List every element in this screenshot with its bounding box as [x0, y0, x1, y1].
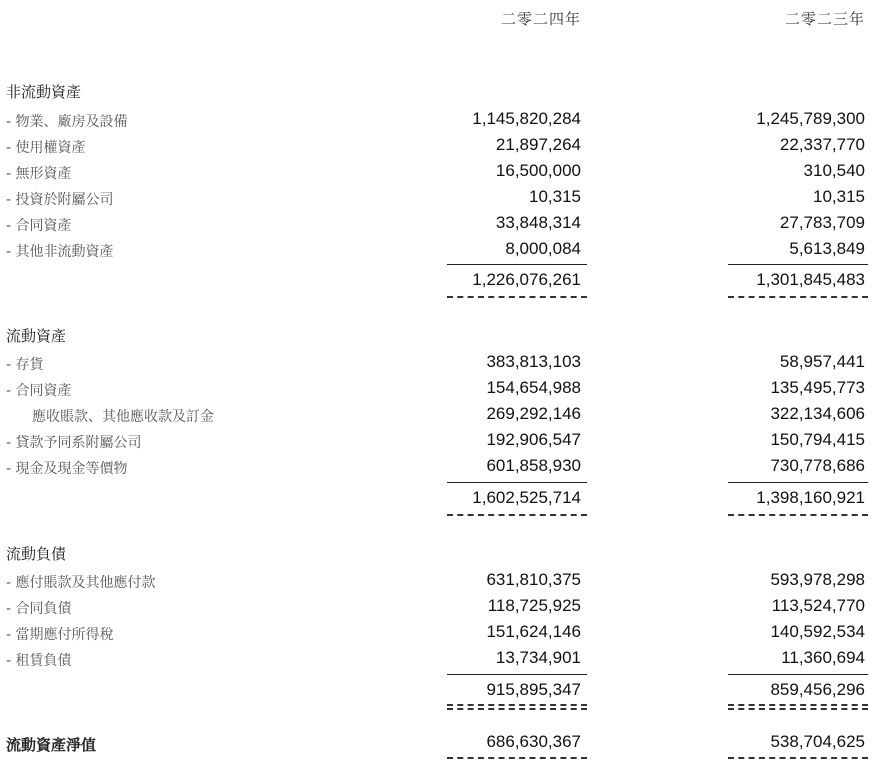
value-2023: 1,245,789,300 [756, 109, 865, 128]
subtotal-rule [447, 264, 587, 265]
table-row [0, 213, 875, 239]
table-row [0, 570, 875, 596]
total-dashed-rule [447, 296, 587, 298]
value-2024: 21,897,264 [495, 135, 581, 154]
table-row [0, 430, 875, 456]
value-2024: 33,848,314 [495, 213, 581, 232]
value-2024: 10,315 [529, 187, 581, 206]
value-2023: 5,613,849 [789, 239, 865, 258]
value-2023: 730,778,686 [770, 456, 865, 475]
value-2023: 22,337,770 [779, 135, 865, 154]
value-2024: 154,654,988 [486, 378, 581, 397]
section-current-assets: 流動資產 [6, 327, 67, 345]
subtotal-2024: 1,602,525,714 [472, 488, 581, 507]
value-2024: 192,906,547 [486, 430, 581, 449]
table-row [0, 239, 875, 265]
value-2024: 16,500,000 [495, 161, 581, 180]
total-dashed-rule [728, 704, 868, 706]
row-label: - 合同資產 [6, 383, 72, 399]
table-row [0, 648, 875, 674]
subtotal-2023: 1,398,160,921 [756, 488, 865, 507]
subtotal-2023: 1,301,845,483 [756, 270, 865, 289]
row-label: - 其他非流動資產 [6, 244, 114, 260]
value-2024: 269,292,146 [486, 404, 581, 423]
value-2023: 11,360,694 [781, 648, 865, 667]
subtotal-rule [728, 264, 868, 265]
value-2023: 27,783,709 [779, 213, 865, 232]
table-row [0, 352, 875, 378]
table-row [0, 622, 875, 648]
net-total-row [0, 732, 875, 758]
table-row [0, 161, 875, 187]
row-label: - 租賃負債 [6, 653, 72, 669]
table-row [0, 187, 875, 213]
value-2023: 58,957,441 [779, 352, 865, 371]
value-2024: 151,624,146 [486, 622, 581, 641]
section-noncurrent-assets: 非流動資產 [6, 83, 82, 101]
subtotal-rule [728, 482, 868, 483]
row-label: - 應付賬款及其他應付款 [6, 575, 156, 591]
subtotal-row [0, 270, 875, 296]
table-row [0, 109, 875, 135]
row-label: - 使用權資產 [6, 140, 86, 156]
total-dashed-rule [447, 757, 587, 759]
subtotal-2024: 1,226,076,261 [472, 270, 581, 289]
year-header-2023: 二零二三年 [784, 10, 865, 28]
subtotal-row [0, 680, 875, 706]
row-label: - 投資於附屬公司 [6, 192, 114, 208]
value-2023: 322,134,606 [770, 404, 865, 423]
value-2024: 601,858,930 [486, 456, 581, 475]
row-label: - 現金及現金等價物 [6, 461, 128, 477]
year-header-2024: 二零二四年 [500, 10, 581, 28]
section-net-current-assets: 流動資產淨值 [6, 736, 97, 754]
value-2024: 8,000,084 [505, 239, 581, 258]
subtotal-2024: 915,895,347 [486, 680, 581, 699]
value-2023: 593,978,298 [770, 570, 865, 589]
subtotal-rule [447, 482, 587, 483]
table-row [0, 404, 875, 430]
total-dashed-rule [728, 514, 868, 516]
subtotal-2023: 859,456,296 [770, 680, 865, 699]
table-row [0, 596, 875, 622]
subtotal-row [0, 488, 875, 514]
value-2023: 10,315 [813, 187, 865, 206]
row-label: - 存貨 [6, 357, 44, 373]
total-dashed-rule [447, 708, 587, 710]
value-2023: 310,540 [803, 161, 865, 180]
table-row [0, 135, 875, 161]
row-label: - 貸款予同系附屬公司 [6, 435, 142, 451]
net-total-2024: 686,630,367 [486, 732, 581, 751]
value-2023: 135,495,773 [770, 378, 865, 397]
section-current-liabilities: 流動負債 [6, 545, 67, 563]
total-dashed-rule [447, 514, 587, 516]
value-2023: 150,794,415 [770, 430, 865, 449]
row-label: - 無形資產 [6, 166, 72, 182]
total-dashed-rule [728, 708, 868, 710]
total-dashed-rule [447, 704, 587, 706]
subtotal-rule [447, 674, 587, 675]
total-dashed-rule [728, 757, 868, 759]
subtotal-rule [728, 674, 868, 675]
value-2024: 1,145,820,284 [472, 109, 581, 128]
value-2024: 383,813,103 [486, 352, 581, 371]
row-label: - 物業、廠房及設備 [6, 114, 128, 130]
table-row [0, 378, 875, 404]
value-2024: 118,725,925 [487, 596, 581, 615]
value-2024: 631,810,375 [486, 570, 581, 589]
net-total-2023: 538,704,625 [770, 732, 865, 751]
value-2023: 113,524,770 [771, 596, 865, 615]
row-label: - 合同負債 [6, 601, 72, 617]
row-label: - 合同資產 [6, 218, 72, 234]
total-dashed-rule [728, 296, 868, 298]
row-label: 應收賬款、其他應收款及訂金 [32, 409, 214, 425]
value-2023: 140,592,534 [770, 622, 865, 641]
value-2024: 13,734,901 [495, 648, 581, 667]
table-row [0, 456, 875, 482]
row-label: - 當期應付所得稅 [6, 627, 114, 643]
